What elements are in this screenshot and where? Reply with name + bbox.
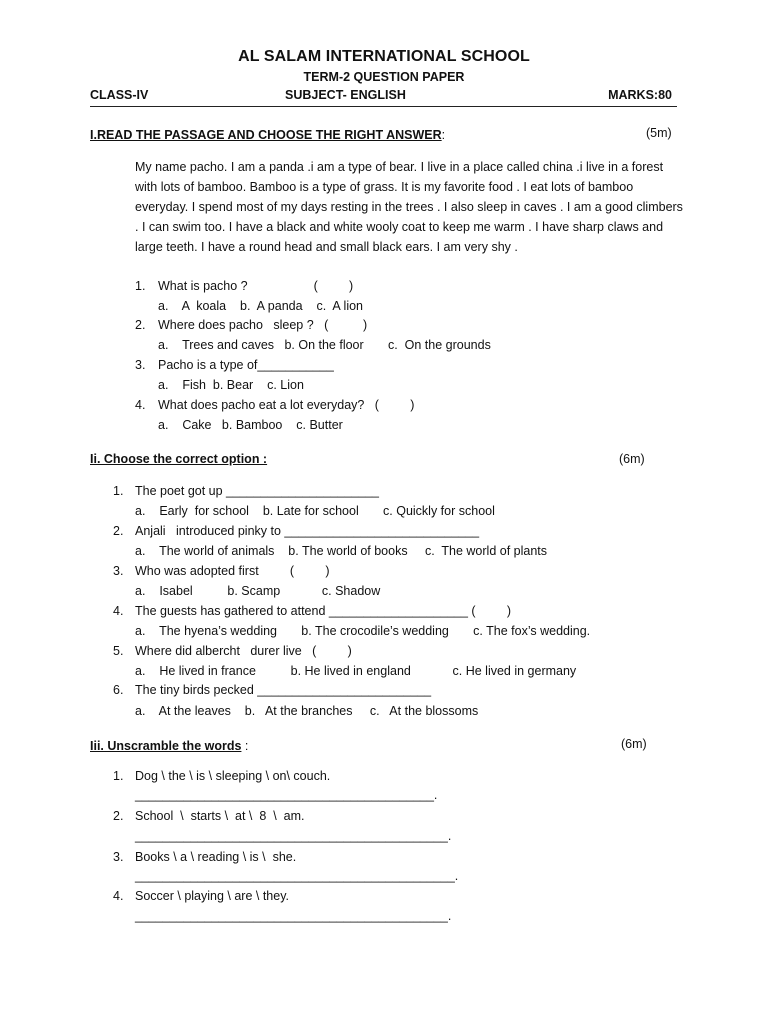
s1-q1-number: 1. [135, 279, 146, 293]
class-label: CLASS-IV [90, 88, 149, 102]
s3-q2-answer-line: _____________________________________________. [135, 829, 452, 843]
s2-q5-number: 5. [113, 644, 124, 658]
section-3-colon: : [241, 739, 249, 753]
s2-q5-text: Where did albercht durer live ( ) [135, 644, 352, 658]
s1-q1-text: What is pacho ? ( ) [158, 279, 354, 293]
subject-label: SUBJECT- ENGLISH [285, 88, 406, 102]
s2-q6-number: 6. [113, 683, 124, 697]
s2-q3-text: Who was adopted first ( ) [135, 564, 330, 578]
s1-q4-text: What does pacho eat a lot everyday? ( ) [158, 398, 415, 412]
s1-q2-options: a. Trees and caves b. On the floor c. On the grounds [158, 338, 491, 352]
total-marks: MARKS:80 [608, 88, 672, 102]
s3-q3-number: 3. [113, 850, 124, 864]
s1-q3-options: a. Fish b. Bear c. Lion [158, 378, 304, 392]
s2-q1-options: a. Early for school b. Late for school c. Quickly for school [135, 504, 495, 518]
s3-q1-text: Dog \ the \ is \ sleeping \ on\ couch. [135, 769, 331, 783]
s1-q3-number: 3. [135, 358, 146, 372]
s3-q1-number: 1. [113, 769, 124, 783]
paper-title: TERM-2 QUESTION PAPER [303, 70, 465, 84]
s2-q5-options: a. He lived in france b. He lived in england c. He lived in germany [135, 664, 577, 678]
s1-q1-options: a. A koala b. A panda c. A lion [158, 299, 364, 313]
section-1-colon: : [441, 128, 446, 142]
s2-q6-options: a. At the leaves b. At the branches c. At the blossoms [135, 704, 479, 718]
s2-q3-options: a. Isabel b. Scamp c. Shadow [135, 584, 381, 598]
s3-q4-answer-line: _____________________________________________. [135, 909, 452, 923]
s2-q1-text: The poet got up ______________________ [135, 484, 379, 498]
section-3-marks: (6m) [621, 737, 647, 751]
s3-q3-text: Books \ a \ reading \ is \ she. [135, 850, 297, 864]
s2-q4-options: a. The hyena’s wedding b. The crocodile’s wedding c. The fox’s wedding. [135, 624, 591, 638]
section-3-heading [90, 737, 248, 755]
s2-q2-options: a. The world of animals b. The world of books c. The world of plants [135, 544, 548, 558]
s1-q3-text: Pacho is a type of___________ [158, 358, 334, 372]
s2-q6-text: The tiny birds pecked _________________________ [135, 683, 432, 697]
section-1-title: I.READ THE PASSAGE AND CHOOSE THE RIGHT ANSWER [90, 128, 442, 142]
s2-q1-number: 1. [113, 484, 124, 498]
reading-passage: My name pacho. I am a panda .i am a type of bear. I live in a place called china .i live in a forest with lots of bamboo. Bamboo is a type of grass. It is my favorite food . I eat lots of bamboo everyday. I spend most of my days resting in the trees . I also sleep in caves . I am a good climbers . I can swim too. I have a black and white wooly coat to keep me warm . I have sharp claws and large teeth. I have a round head and small black ears. I am very shy . [135, 160, 683, 254]
s1-q4-options: a. Cake b. Bamboo c. Butter [158, 418, 343, 432]
s2-q4-number: 4. [113, 604, 124, 618]
s3-q4-number: 4. [113, 889, 124, 903]
header-divider [90, 106, 677, 107]
s3-q3-answer-line: ______________________________________________. [135, 869, 459, 883]
section-2-marks: (6m) [619, 452, 645, 466]
s1-q4-number: 4. [135, 398, 146, 412]
s3-q2-text: School \ starts \ at \ 8 \ am. [135, 809, 305, 823]
s2-q2-text: Anjali introduced pinky to ____________________________ [135, 524, 480, 538]
s2-q3-number: 3. [113, 564, 124, 578]
s2-q4-text: The guests has gathered to attend ____________________ ( ) [135, 604, 511, 618]
section-3-title: Iii. Unscramble the words [90, 739, 242, 753]
section-1-heading [90, 126, 445, 144]
s2-q2-number: 2. [113, 524, 124, 538]
s3-q2-number: 2. [113, 809, 124, 823]
section-2-title: Ii. Choose the correct option : [90, 452, 268, 466]
s3-q4-text: Soccer \ playing \ are \ they. [135, 889, 290, 903]
s3-q1-answer-line: ___________________________________________. [135, 788, 438, 802]
s1-q2-text: Where does pacho sleep ? ( ) [158, 318, 368, 332]
section-1-marks: (5m) [646, 126, 672, 140]
s1-q2-number: 2. [135, 318, 146, 332]
school-name: AL SALAM INTERNATIONAL SCHOOL [238, 48, 530, 65]
